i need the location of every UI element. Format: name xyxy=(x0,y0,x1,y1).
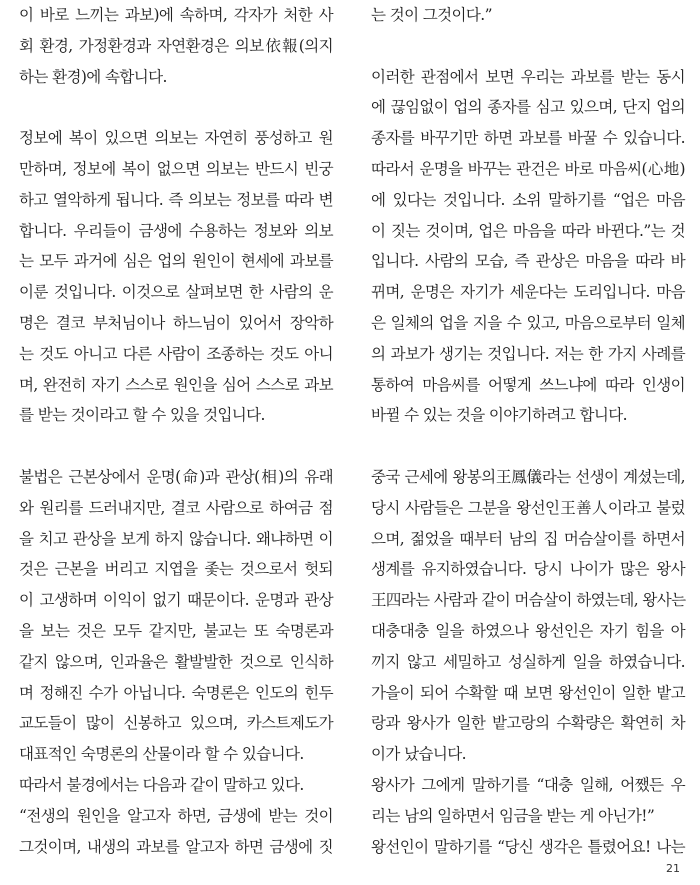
text-line: 같지 않으며, 인과율은 활발발한 것으로 인식하 xyxy=(19,652,333,671)
text-line: 대표적인 숙명론의 산물이라 할 수 있습니다. xyxy=(19,745,304,764)
text-line: 으며, 젊었을 때부터 남의 집 머슴살이를 하면서 xyxy=(371,529,685,548)
text-line: 왕사가 그에게 말하기를 “대충 일해, 어쨌든 우 xyxy=(371,775,685,794)
text-line: 하고 열악하게 됩니다. 즉 의보는 정보를 따라 변 xyxy=(19,190,333,209)
text-line: 며, 완전히 자기 스스로 원인을 심어 스스로 과보 xyxy=(19,375,333,394)
text-line: 이룬 것입니다. 이것으로 살펴보면 한 사람의 운 xyxy=(19,283,333,302)
text-line: 이 바로 느끼는 과보)에 속하며, 각자가 처한 사 xyxy=(19,6,333,24)
text-line: 중국 근세에 왕봉의王鳳儀라는 선생이 계셨는데, xyxy=(371,467,685,486)
text-line: 은 일체의 업을 지을 수 있고, 마음으로부터 일체 xyxy=(371,313,685,332)
text-line: 만하며, 정보에 복이 없으면 의보는 반드시 빈궁 xyxy=(19,159,333,178)
paragraph-gap xyxy=(371,431,685,462)
left-column xyxy=(19,0,333,862)
text-line: 는 것도 아니고 다른 사람이 조종하는 것도 아니 xyxy=(19,344,333,363)
text-line: 이가 났습니다. xyxy=(371,745,466,764)
text-line: 입니다. 사람의 모습, 즉 관상은 마음을 따라 바 xyxy=(371,252,685,271)
text-line: 끼지 않고 세밀하고 성실하게 일을 하였습니다. xyxy=(371,652,685,671)
text-line: 교도들이 많이 신봉하고 있으며, 카스트제도가 xyxy=(19,714,333,733)
text-line: 통하여 마음씨를 어떻게 쓰느냐에 따라 인생이 xyxy=(371,375,685,394)
right-column xyxy=(371,0,685,862)
text-line: 종자를 바꾸기만 하면 과보를 바꿀 수 있습니다. xyxy=(371,129,685,148)
text-line: 王四라는 사람과 같이 머슴살이 하였는데, 왕사는 xyxy=(371,591,686,610)
text-line: 가을이 되어 수확할 때 보면 왕선인이 일한 밭고 xyxy=(371,683,685,702)
page-number: 21 xyxy=(666,862,680,875)
text-line: 대충대충 일을 하였으나 왕선인은 자기 힘을 아 xyxy=(371,621,685,640)
text-line: 왕선인이 말하기를 “당신 생각은 틀렸어요! 나는 xyxy=(371,837,685,856)
text-line: 회 환경, 가정환경과 자연환경은 의보依報(의지 xyxy=(19,36,333,55)
text-line: 바뀔 수 있는 것을 이야기하려고 합니다. xyxy=(371,406,627,425)
text-line: 는 모두 과거에 심은 업의 원인이 현세에 과보를 xyxy=(19,252,333,271)
text-line: 을 보는 것은 모두 같지만, 불교는 또 숙명론과 xyxy=(19,621,333,640)
paragraph-gap xyxy=(19,431,333,462)
paragraph-gap xyxy=(371,31,685,62)
text-line: 와 원리를 드러내지만, 결코 사람으로 하여금 점 xyxy=(19,498,333,517)
text-line: 따라서 불경에서는 다음과 같이 말하고 있다. xyxy=(19,775,304,794)
text-line: 랑과 왕사가 일한 밭고랑의 수확량은 확연히 차 xyxy=(371,714,685,733)
text-line: 그것이며, 내생의 과보를 알고자 하면 금생에 짓 xyxy=(19,837,333,856)
text-line: 는 것이 그것이다.” xyxy=(371,6,492,24)
text-line: 리는 남의 일하면서 임금을 받는 게 아닌가!” xyxy=(371,806,655,825)
text-line: 을 치고 관상을 보게 하지 않습니다. 왜냐하면 이 xyxy=(19,529,333,548)
text-line: 합니다. 우리들이 금생에 수용하는 정보와 의보 xyxy=(19,221,333,240)
text-line: 에 있다는 것입니다. 소위 말하기를 “업은 마음 xyxy=(371,190,685,209)
text-line: 따라서 운명을 바꾸는 관건은 바로 마음씨(心地) xyxy=(371,159,685,178)
paragraph-gap xyxy=(19,92,333,123)
text-line: 의 과보가 생기는 것입니다. 저는 한 가지 사례를 xyxy=(371,344,685,363)
text-line: 하는 환경)에 속합니다. xyxy=(19,67,167,86)
text-line: 이 짓는 것이며, 업은 마음을 따라 바뀐다.”는 것 xyxy=(371,221,685,240)
text-line: 것은 근본을 버리고 지엽을 좇는 것으로서 헛되 xyxy=(19,560,333,579)
text-line: 며 정해진 수가 아닙니다. 숙명론은 인도의 힌두 xyxy=(19,683,333,702)
text-line: 당시 사람들은 그분을 왕선인王善人이라고 불렀 xyxy=(371,498,685,517)
text-line: 생계를 유지하였습니다. 당시 나이가 많은 왕사 xyxy=(371,560,685,579)
text-line: 를 받는 것이라고 할 수 있을 것입니다. xyxy=(19,406,265,425)
text-line: 명은 결코 부처님이나 하느님이 있어서 장악하 xyxy=(19,313,333,332)
text-line: 정보에 복이 있으면 의보는 자연히 풍성하고 원 xyxy=(19,129,333,148)
text-line: 이러한 관점에서 보면 우리는 과보를 받는 동시 xyxy=(371,67,685,86)
text-line: 이 고생하며 이익이 없기 때문이다. 운명과 관상 xyxy=(19,591,333,610)
text-line: “전생의 원인을 알고자 하면, 금생에 받는 것이 xyxy=(19,806,333,825)
text-line: 뀌며, 운명은 자기가 세운다는 도리입니다. 마음 xyxy=(371,283,685,302)
text-line: 불법은 근본상에서 운명(命)과 관상(相)의 유래 xyxy=(19,467,333,486)
text-line: 에 끊임없이 업의 종자를 심고 있으며, 단지 업의 xyxy=(371,98,685,117)
